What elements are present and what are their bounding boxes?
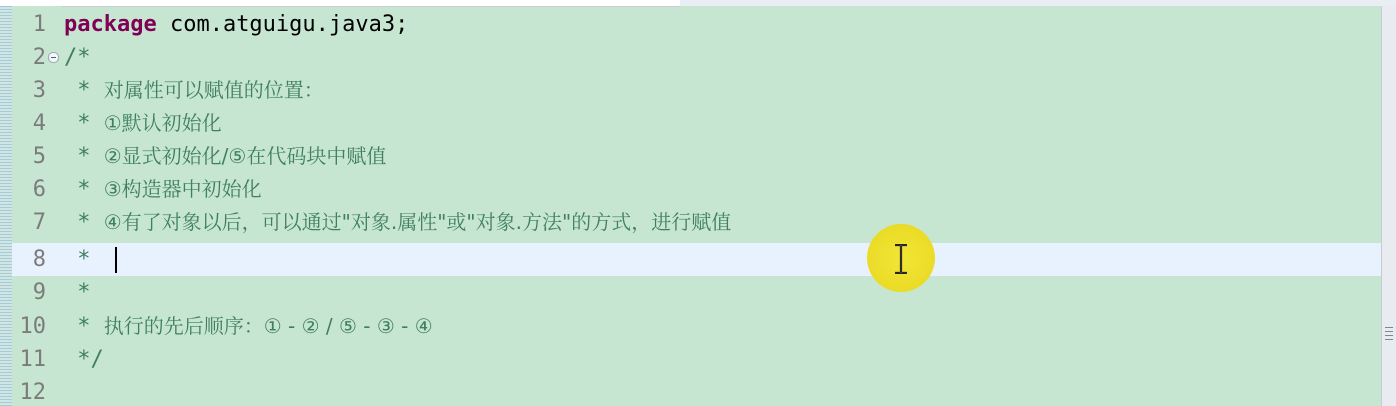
line-number: 1 — [32, 12, 46, 37]
right-overview-ruler[interactable] — [1381, 6, 1396, 406]
comment-star: * — [64, 144, 104, 169]
comment-text: ②显式初始化/⑤在代码块中赋值 — [103, 144, 387, 168]
line-number: 10 — [19, 314, 46, 339]
editor-tab[interactable] — [0, 0, 680, 7]
comment-close: */ — [64, 347, 104, 372]
line-number: 3 — [32, 78, 46, 103]
comment-star: * — [64, 111, 104, 136]
comment-text: ④有了对象以后，可以通过"对象.属性"或"对象.方法"的方式，进行赋值 — [103, 210, 732, 234]
code-line[interactable] — [12, 41, 1382, 74]
code-text[interactable] — [64, 107, 222, 140]
left-overview-ruler — [0, 6, 12, 406]
code-text[interactable] — [64, 206, 731, 239]
code-text[interactable] — [64, 8, 408, 41]
comment-text: ③构造器中初始化 — [103, 177, 262, 201]
comment-star: * — [64, 78, 104, 103]
comment-star: * — [64, 314, 104, 339]
code-text[interactable] — [64, 140, 386, 173]
comment-star: * — [64, 177, 104, 202]
code-line[interactable] — [12, 107, 1382, 140]
line-number: 12 — [19, 380, 46, 405]
ruler-marker-icon[interactable] — [1385, 326, 1393, 340]
comment-open: /* — [64, 45, 91, 70]
line-number: 7 — [32, 210, 46, 235]
line-number: 2 — [32, 45, 46, 70]
line-number: 5 — [32, 144, 46, 169]
comment-text: ①默认初始化 — [103, 111, 222, 135]
code-line[interactable] — [12, 310, 1382, 343]
editor-tab-bar — [0, 0, 1396, 6]
package-name: com.atguigu.java3; — [156, 12, 409, 37]
i-beam-cursor-icon — [893, 244, 909, 274]
code-line[interactable] — [12, 206, 1382, 239]
code-text[interactable] — [64, 74, 324, 107]
code-line[interactable] — [12, 376, 1382, 406]
comment-star: * — [64, 210, 104, 235]
code-line[interactable] — [12, 173, 1382, 206]
line-number: 11 — [19, 347, 46, 372]
code-line[interactable] — [12, 74, 1382, 107]
line-number: 6 — [32, 177, 46, 202]
text-caret — [115, 247, 117, 273]
code-line[interactable] — [12, 8, 1382, 41]
comment-star: * — [64, 247, 104, 272]
line-number: 8 — [32, 247, 46, 272]
comment-text: 对属性可以赋值的位置： — [103, 78, 324, 102]
code-line[interactable] — [12, 276, 1382, 309]
current-code-line[interactable] — [12, 243, 1382, 276]
keyword-package: package — [64, 12, 157, 37]
code-line[interactable] — [12, 140, 1382, 173]
comment-text: 执行的先后顺序：① - ② / ⑤ - ③ - ④ — [103, 314, 433, 338]
code-text[interactable] — [64, 173, 262, 206]
code-text[interactable] — [64, 243, 104, 276]
line-number: 4 — [32, 111, 46, 136]
comment-star: * — [64, 280, 91, 305]
code-text[interactable] — [64, 310, 433, 343]
code-text[interactable] — [64, 276, 91, 309]
line-number: 9 — [32, 280, 46, 305]
collapse-icon[interactable] — [48, 52, 59, 63]
code-line[interactable] — [12, 343, 1382, 376]
